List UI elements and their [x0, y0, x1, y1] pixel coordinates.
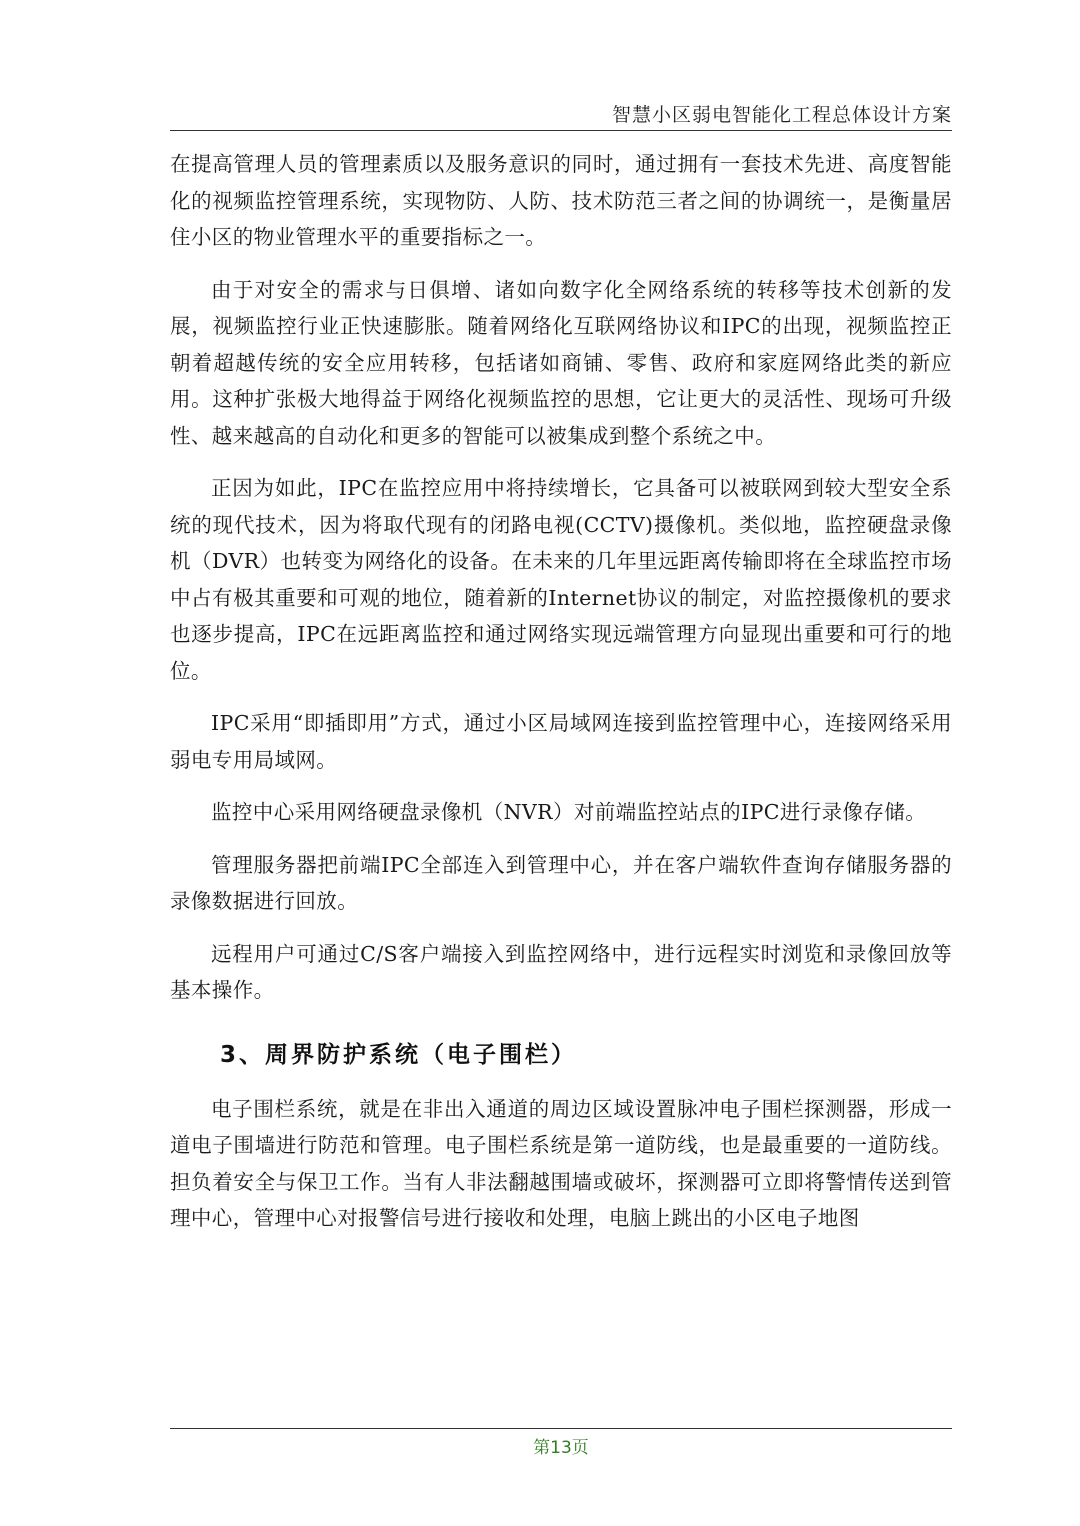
section-paragraph: 电子围栏系统，就是在非出入通道的周边区域设置脉冲电子围栏探测器，形成一道电子围墙进行防范和管理。电子围栏系统是第一道防线，也是最重要的一道防线。担负着安全与保卫工作。当有人非法翻越围墙或破坏，探测器可立即将警情传送到管理中心，管理中心对报警信号进行接收和处理，电脑上跳出的小区电子地图	[170, 1096, 952, 1230]
paragraph: 监控中心采用网络硬盘录像机（NVR）对前端监控站点的IPC进行录像存储。	[211, 800, 927, 824]
paragraph-continuation: 在提高管理人员的管理素质以及服务意识的同时，通过拥有一套技术先进、高度智能化的视频监控管理系统，实现物防、人防、技术防范三者之间的协调统一，是衡量居住小区的物业管理水平的重要指标之一。	[170, 152, 952, 249]
page-footer	[170, 1428, 952, 1458]
section-heading: 3、周界防护系统（电子围栏）	[220, 1041, 578, 1068]
document-title: 智慧小区弱电智能化工程总体设计方案	[611, 104, 952, 126]
page-number: 第13页	[533, 1438, 589, 1458]
document-body	[170, 146, 952, 1253]
paragraph: 管理服务器把前端IPC全部连入到管理中心，并在客户端软件查询存储服务器的录像数据进行回放。	[170, 852, 952, 913]
paragraph: 由于对安全的需求与日俱增、诸如向数字化全网络系统的转移等技术创新的发展，视频监控行业正快速膨胀。随着网络化互联网络协议和IPC的出现，视频监控正朝着超越传统的安全应用转移，包括诸如商铺、零售、政府和家庭网络此类的新应用。这种扩张极大地得益于网络化视频监控的思想，它让更大的灵活性、现场可升级性、越来越高的自动化和更多的智能可以被集成到整个系统之中。	[170, 277, 952, 448]
paragraph: 远程用户可通过C/S客户端接入到监控网络中，进行远程实时浏览和录像回放等基本操作。	[170, 941, 952, 1002]
paragraph: IPC采用“即插即用”方式，通过小区局域网连接到监控管理中心，连接网络采用弱电专用局域网。	[170, 711, 952, 772]
page-header	[170, 98, 952, 131]
paragraph: 正因为如此，IPC在监控应用中将持续增长，它具备可以被联网到较大型安全系统的现代技术，因为将取代现有的闭路电视(CCTV)摄像机。类似地，监控硬盘录像机（DVR）也转变为网络化的设备。在未来的几年里远距离传输即将在全球监控市场中占有极其重要和可观的地位，随着新的Internet协议的制定，对监控摄像机的要求也逐步提高，IPC在远距离监控和通过网络实现远端管理方向显现出重要和可行的地位。	[170, 476, 952, 683]
